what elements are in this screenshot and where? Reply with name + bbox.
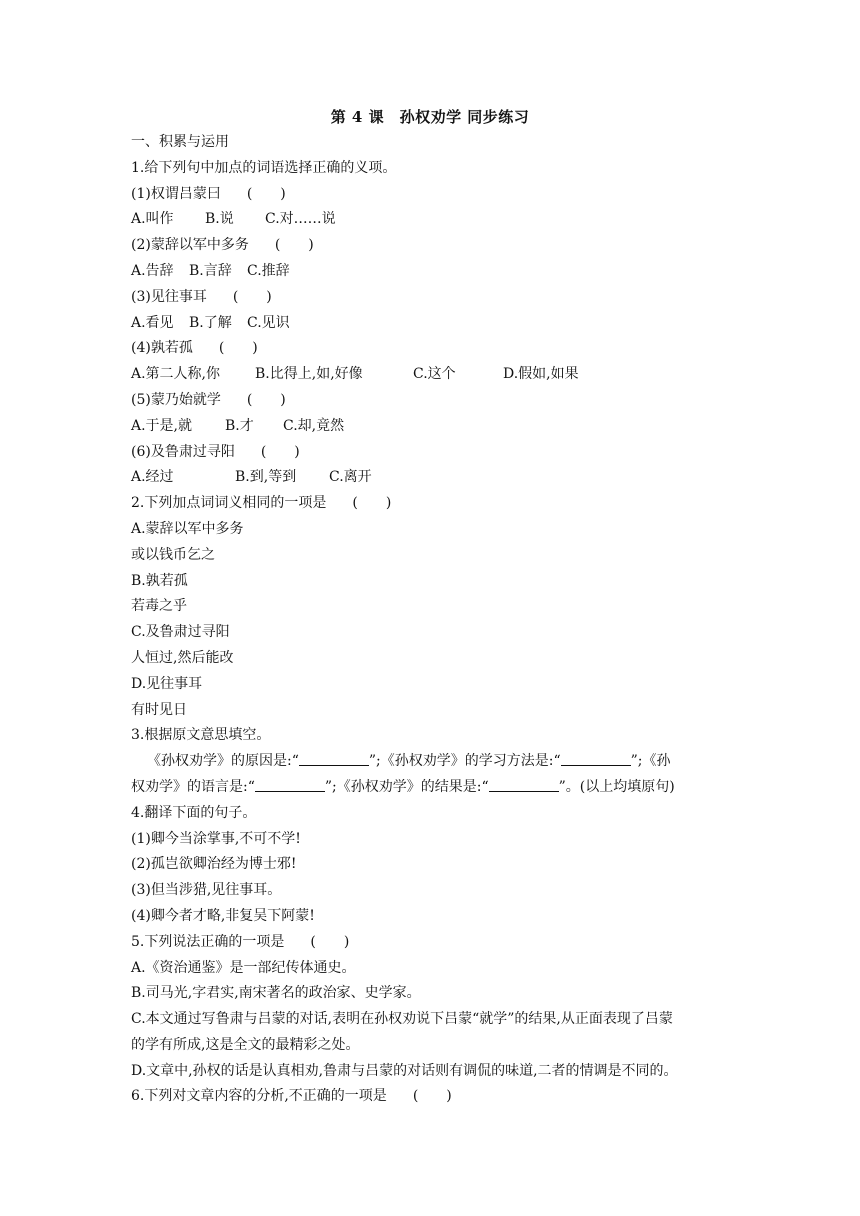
option: D.假如,如果 (503, 366, 579, 383)
q2-option-d: D.见往事耳 (131, 675, 203, 692)
option: B.说 (205, 211, 234, 228)
q1-item-6 (131, 440, 731, 466)
q2-option-c-compare: 人恒过,然后能改 (131, 649, 234, 666)
option: A.看见 (131, 314, 174, 331)
worksheet-body (131, 130, 731, 1110)
option: C.对……说 (265, 211, 336, 228)
q3-fill-line-2 (131, 775, 731, 801)
option: A.第二人称,你 (131, 366, 221, 383)
question-2-stem (131, 491, 731, 517)
answer-paren: ( ) (232, 288, 272, 305)
option: B.到,等到 (235, 469, 297, 486)
answer-paren: ( ) (412, 1088, 452, 1105)
q3-text: ”;《孙 (630, 753, 671, 770)
q1-item-prompt: (4)孰若孤 (131, 340, 193, 357)
q3-text: ”。(以上均填原句) (558, 778, 675, 795)
q5-option-c: C.本文通过写鲁肃与吕蒙的对话,表明在孙权劝说下吕蒙“就学”的结果,从正面表现了吕蒙 (131, 1011, 673, 1028)
option: B.言辞 (189, 262, 232, 279)
fill-blank[interactable] (561, 751, 631, 766)
q2-option-d-compare: 有时见日 (131, 701, 187, 718)
q1-item-prompt: (5)蒙乃始就学 (131, 391, 221, 408)
option: B.比得上,如,好像 (255, 366, 363, 383)
question-6-stem (131, 1084, 731, 1110)
q1-item-2 (131, 233, 731, 259)
q3-fill-line-1 (131, 749, 731, 775)
q3-text: ”;《孙权劝学》的学习方法是:“ (368, 753, 561, 770)
answer-paren: ( ) (352, 495, 392, 512)
q1-item-6-options (131, 465, 731, 491)
question-5-stem (131, 930, 731, 956)
option: A.叫作 (131, 211, 174, 228)
q1-item-5 (131, 388, 731, 414)
q1-item-5-options (131, 414, 731, 440)
q4-sentence-4: (4)卿今者才略,非复吴下阿蒙! (131, 907, 315, 924)
option: B.了解 (189, 314, 232, 331)
answer-paren: ( ) (274, 237, 314, 254)
q1-item-4 (131, 336, 731, 362)
q2-option-a-compare: 或以钱币乞之 (131, 546, 215, 563)
option: C.却,竟然 (283, 417, 345, 434)
q5-option-c-cont: 的学有所成,这是全文的最精彩之处。 (131, 1036, 360, 1053)
answer-paren: ( ) (246, 185, 286, 202)
question-3-stem: 3.根据原文意思填空。 (131, 727, 271, 744)
answer-paren: ( ) (218, 340, 258, 357)
q1-item-3-options (131, 311, 731, 337)
option: A.于是,就 (131, 417, 193, 434)
question-1-stem: 1.给下列句中加点的词语选择正确的义项。 (131, 159, 397, 176)
q1-item-1-options (131, 207, 731, 233)
q3-text: ”;《孙权劝学》的结果是:“ (324, 778, 489, 795)
q4-sentence-2: (2)孤岂欲卿治经为博士邪! (131, 856, 297, 873)
section-heading: 一、积累与运用 (131, 134, 229, 150)
q5-option-b: B.司马光,字君实,南宋著名的政治家、史学家。 (131, 985, 421, 1002)
option: C.这个 (413, 366, 456, 383)
question-4-stem: 4.翻译下面的句子。 (131, 804, 257, 821)
answer-paren: ( ) (246, 391, 286, 408)
question-6-text: 6.下列对文章内容的分析,不正确的一项是 (131, 1088, 387, 1105)
fill-blank[interactable] (299, 751, 369, 766)
option: C.推辞 (247, 262, 290, 279)
answer-paren: ( ) (260, 443, 300, 460)
q1-item-4-options (131, 362, 731, 388)
q1-item-1 (131, 182, 731, 208)
q1-item-prompt: (1)权谓吕蒙曰 (131, 185, 221, 202)
option: A.告辞 (131, 262, 174, 279)
q3-text: 《孙权劝学》的原因是:“ (147, 753, 299, 770)
q5-option-a: A.《资治通鉴》是一部纪传体通史。 (131, 959, 356, 976)
fill-blank[interactable] (255, 777, 325, 792)
q1-item-3 (131, 285, 731, 311)
question-5-text: 5.下列说法正确的一项是 (131, 933, 285, 950)
q5-option-d: D.文章中,孙权的话是认真相劝,鲁肃与吕蒙的对话则有调侃的味道,二者的情调是不同的。 (131, 1062, 678, 1079)
option: C.见识 (247, 314, 290, 331)
q2-option-a: A.蒙辞以军中多务 (131, 520, 244, 537)
option: A.经过 (131, 469, 174, 486)
q3-text: 权劝学》的语言是:“ (131, 778, 255, 795)
q1-item-2-options (131, 259, 731, 285)
q1-item-prompt: (2)蒙辞以军中多务 (131, 237, 249, 254)
q2-option-c: C.及鲁肃过寻阳 (131, 624, 230, 641)
q2-option-b: B.孰若孤 (131, 572, 188, 589)
question-2-text: 2.下列加点词词义相同的一项是 (131, 495, 327, 512)
option: C.离开 (329, 469, 372, 486)
q4-sentence-1: (1)卿今当涂掌事,不可不学! (131, 830, 301, 847)
q1-item-prompt: (3)见往事耳 (131, 288, 207, 305)
q4-sentence-3: (3)但当涉猎,见往事耳。 (131, 882, 282, 899)
page-title: 第 4 课 孙权劝学 同步练习 (330, 108, 530, 126)
q2-option-b-compare: 若毒之乎 (131, 598, 187, 615)
option: B.才 (225, 417, 254, 434)
answer-paren: ( ) (310, 933, 350, 950)
q1-item-prompt: (6)及鲁肃过寻阳 (131, 443, 235, 460)
fill-blank[interactable] (489, 777, 559, 792)
